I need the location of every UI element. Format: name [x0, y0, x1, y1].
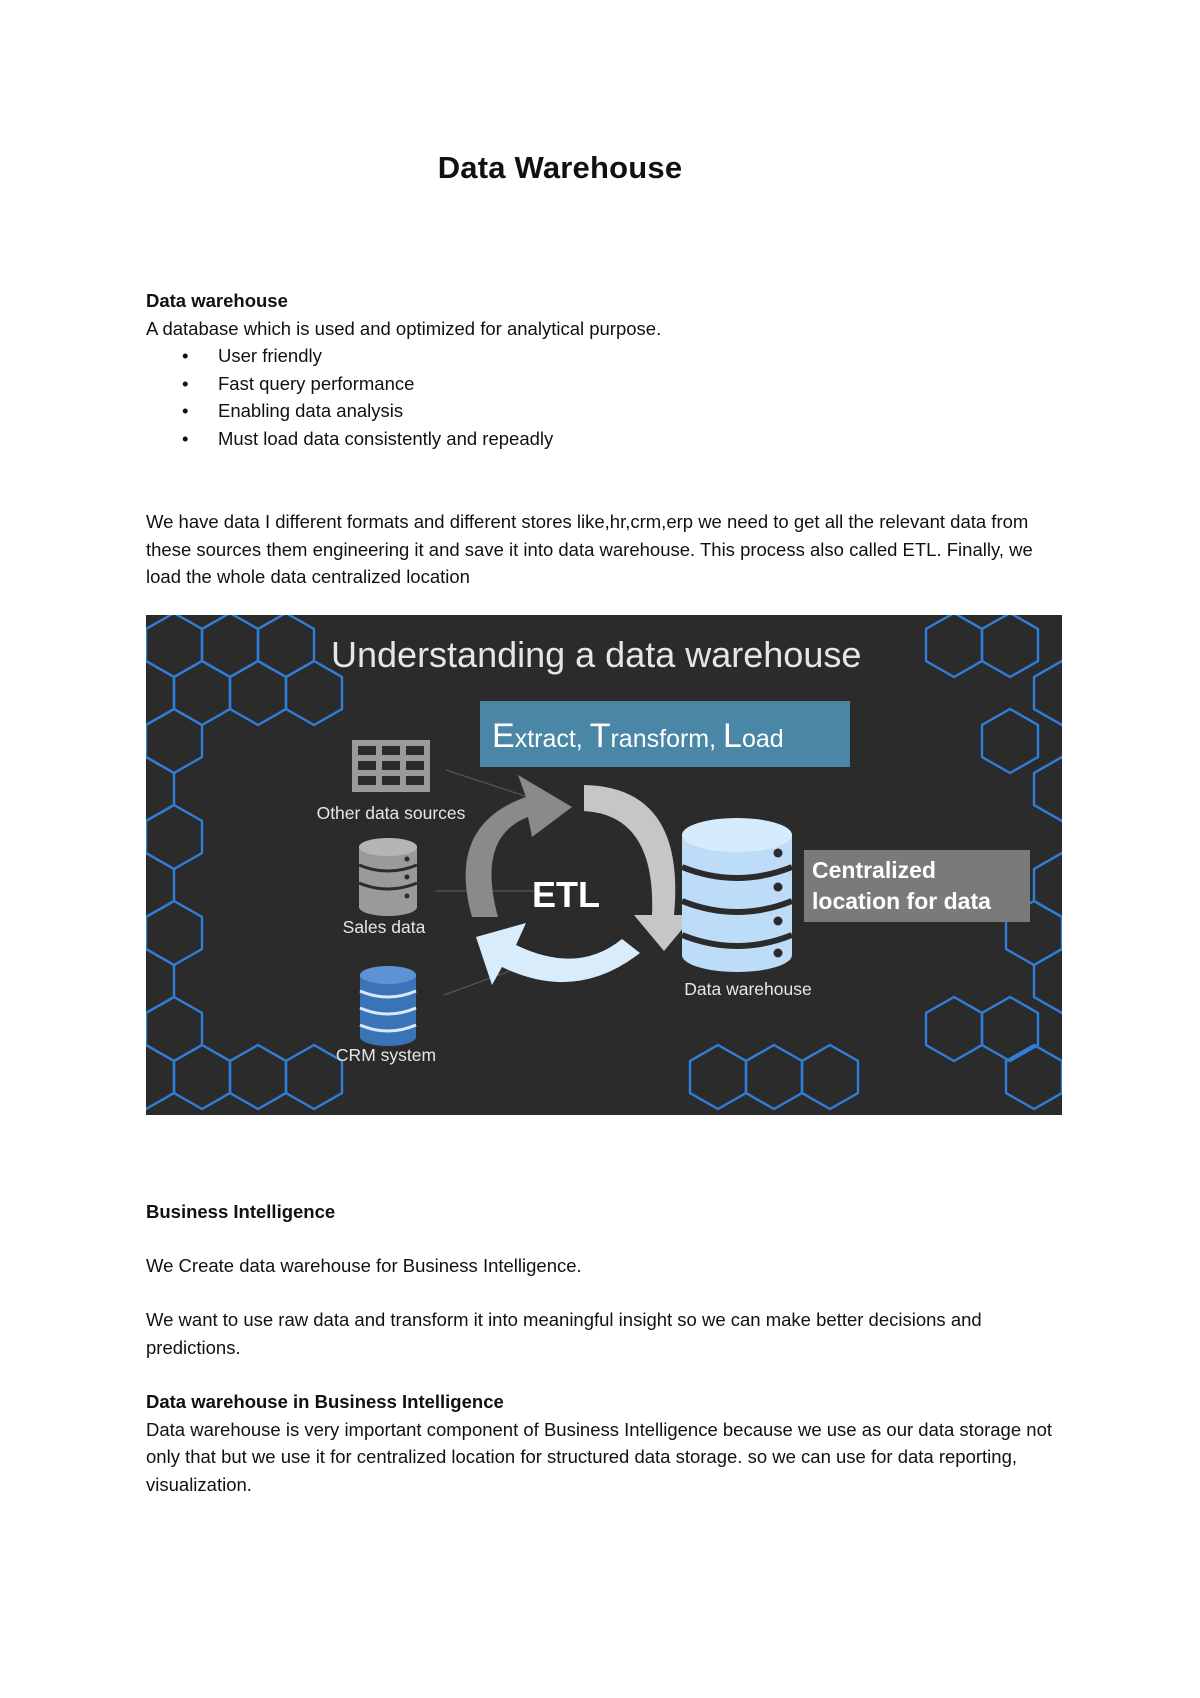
document-title: Data Warehouse: [437, 150, 683, 185]
section-data-warehouse: [146, 287, 1066, 453]
etl-banner-text: Extract, Transform, Load: [492, 717, 784, 755]
warehouse-label: Data warehouse: [684, 979, 812, 999]
etl-paragraph-block: [146, 508, 1066, 591]
section-heading: Business Intelligence: [146, 1201, 336, 1222]
etl-paragraph: We have data I different formats and different stores like,hr,crm,erp we need to get all the relevant data from these sources them engineering it and save it into data warehouse. This process also called ETL. Finally, we load the whole data centralized location: [146, 511, 1033, 588]
source-label-other: Other data sources: [316, 803, 466, 823]
gray-database-icon: [359, 838, 417, 916]
section-dw-in-bi: [146, 1388, 1066, 1498]
definition-text: A database which is used and optimized for analytical purpose.: [146, 317, 662, 339]
figure-canvas: [146, 615, 1062, 1115]
data-warehouse-figure: [146, 615, 1062, 1115]
bi-paragraph-1: We Create data warehouse for Business Intelligence.: [146, 1255, 582, 1276]
large-database-icon: [682, 818, 792, 972]
bi-paragraph-2-block: [146, 1306, 1066, 1361]
centralized-line2: location for data: [812, 888, 991, 914]
source-label-sales: Sales data: [342, 917, 426, 937]
grid-table-icon: [352, 740, 430, 792]
feature-list: [146, 342, 1066, 452]
source-label-crm: CRM system: [335, 1045, 437, 1065]
bullet-icon: •: [182, 345, 189, 367]
bi-paragraph-2: We want to use raw data and transform it into meaningful insight so we can make better decisions and predictions.: [146, 1309, 982, 1358]
bullet-icon: •: [182, 427, 189, 449]
list-item: • Must load data consistently and repeadly: [146, 425, 1066, 453]
bi-paragraph-1-block: [146, 1252, 1066, 1280]
centralized-line1: Centralized: [812, 857, 936, 883]
blue-database-icon: [360, 966, 416, 1046]
section-business-intelligence: [146, 1198, 1066, 1226]
section-heading: Data warehouse: [146, 290, 288, 311]
list-item: • Enabling data analysis: [146, 397, 1066, 425]
bullet-icon: •: [182, 372, 189, 394]
section-heading: Data warehouse in Business Intelligence: [146, 1391, 504, 1412]
dw-in-bi-paragraph: Data warehouse is very important component of Business Intelligence because we use as our data storage not only that but we use it for centralized location for structured data storage. so we can use for data reporting, visualization.: [146, 1418, 1052, 1495]
bullet-icon: •: [182, 400, 189, 422]
etl-center-label: ETL: [532, 874, 600, 915]
figure-title: Understanding a data warehouse: [331, 634, 862, 675]
list-item: • User friendly: [146, 342, 1066, 370]
list-item: • Fast query performance: [146, 370, 1066, 398]
